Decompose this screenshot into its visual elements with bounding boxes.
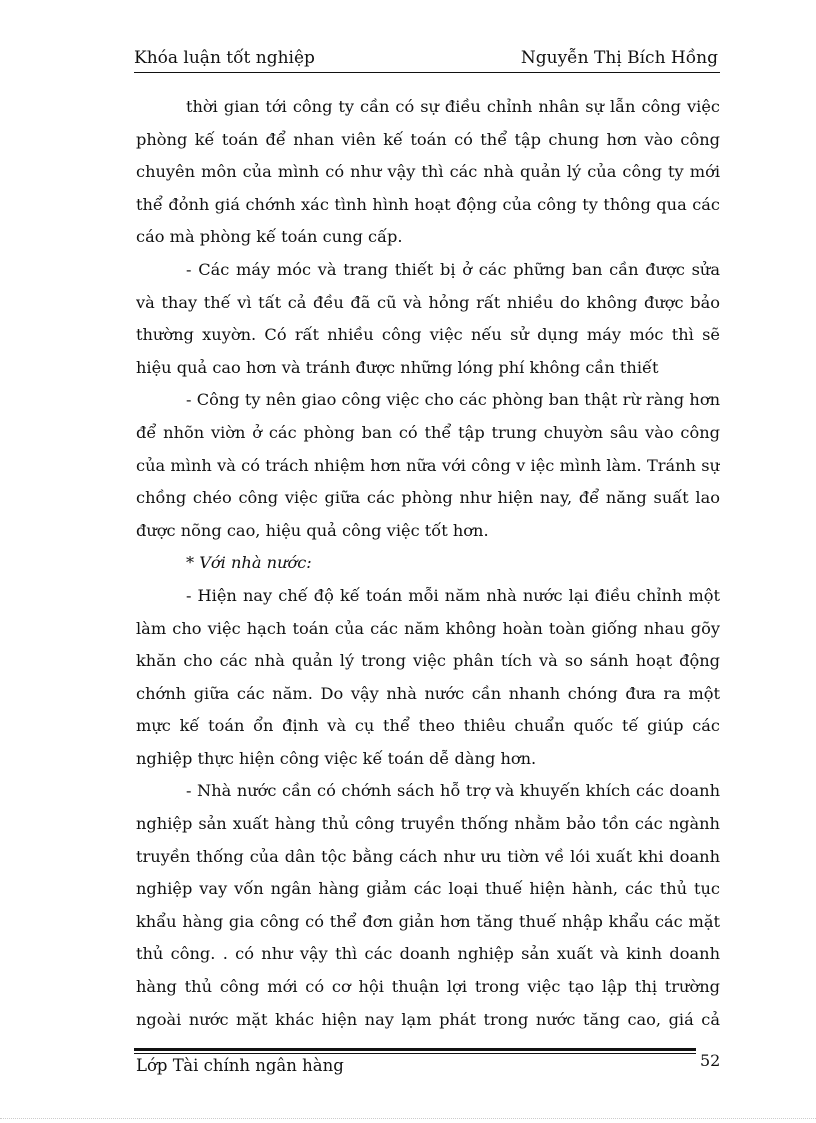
text-line: chớnh giữa các năm. Do vậy nhà nước cần nhanh chóng đưa ra một — [136, 683, 720, 703]
text-line: được nõng cao, hiệu quả công việc tốt hơn. — [136, 520, 489, 540]
text-line: thường xuyờn. Có rất nhiều công việc nếu sử dụng máy móc thì sẽ — [136, 325, 720, 345]
text-line: khăn cho các nhà quản lý trong việc phân tích và so sánh hoạt động — [136, 651, 720, 671]
header-rule — [134, 72, 720, 73]
text-line: - Các máy móc và trang thiết bị ở các phững ban cần được sửa — [186, 259, 720, 279]
text-line: phòng kế toán để nhan viên kế toán có thể tập chung hơn vào công — [136, 129, 720, 149]
text-line: khẩu hàng gia công có thể đơn giản hơn tăng thuế nhập khẩu các mặt — [136, 911, 720, 931]
page-number: 52 — [700, 1051, 721, 1070]
text-line: hàng thủ công mới có cơ hội thuận lợi trong việc tạo lập thị trường — [136, 977, 720, 997]
text-line: chồng chéo công việc giữa các phòng như hiện nay, để năng suất lao — [136, 488, 720, 508]
text-line: nghiệp vay vốn ngân hàng giảm các loại thuế hiện hành, các thủ tục — [136, 879, 720, 899]
text-line: của mình và có trách nhiệm hơn nữa với công v iệc mình làm. Tránh sự — [136, 455, 720, 475]
text-line: thời gian tới công ty cần có sự điều chỉnh nhân sự lẫn công việc — [186, 97, 720, 116]
text-line: - Công ty nên giao công việc cho các phòng ban thật rừ ràng hơn — [186, 390, 720, 410]
text-line: - Nhà nước cần có chớnh sách hỗ trợ và khuyến khích các doanh — [186, 781, 720, 801]
text-line: hiệu quả cao hơn và tránh được những lóng phí không cần thiết — [136, 357, 659, 377]
footer-rule-thin — [134, 1053, 696, 1054]
text-line: - Hiện nay chế độ kế toán mỗi năm nhà nước lại điều chỉnh một — [186, 585, 720, 605]
text-line: làm cho việc hạch toán của các năm không hoàn toàn giống nhau gõy — [136, 618, 720, 638]
text-line: để nhõn viờn ở các phòng ban có thể tập trung chuyờn sâu vào công — [136, 422, 720, 442]
section-heading: * Với nhà nước: — [186, 553, 312, 573]
text-line: thể đỏnh giá chớnh xác tình hình hoạt động của công ty thông qua các — [136, 194, 720, 214]
text-line: nghiệp thực hiện công việc kế toán dễ dàng hơn. — [136, 748, 537, 768]
text-line: truyền thống của dân tộc bằng cách như ưu tiờn về lói xuất khi doanh — [136, 846, 720, 866]
page-bottom-edge — [0, 1118, 816, 1119]
header-author: Nguyễn Thị Bích Hồng — [520, 48, 718, 68]
page-header — [134, 48, 718, 72]
text-line: thủ công. . có như vậy thì các doanh nghiệp sản xuất và kinh doanh — [136, 944, 720, 964]
text-line: chuyên môn của mình có như vậy thì các nhà quản lý của công ty mới — [136, 162, 720, 182]
header-title: Khóa luận tốt nghiệp — [134, 48, 315, 68]
text-line: nghiệp sản xuất hàng thủ công truyền thống nhằm bảo tồn các ngành — [136, 814, 720, 834]
body-text — [136, 91, 720, 1036]
text-line: mực kế toán ổn định và cụ thể theo thiêu chuẩn quốc tế giúp các — [136, 716, 720, 736]
footer-rule-thick — [134, 1048, 696, 1051]
text-line: ngoài nước mặt khác hiện nay lạm phát trong nước tăng cao, giá cả — [136, 1009, 720, 1029]
text-line: cáo mà phòng kế toán cung cấp. — [136, 227, 403, 247]
footer-class-name: Lớp Tài chính ngân hàng — [136, 1056, 344, 1075]
text-line: và thay thế vì tất cả đều đã cũ và hỏng rất nhiều do không được bảo — [136, 292, 720, 312]
